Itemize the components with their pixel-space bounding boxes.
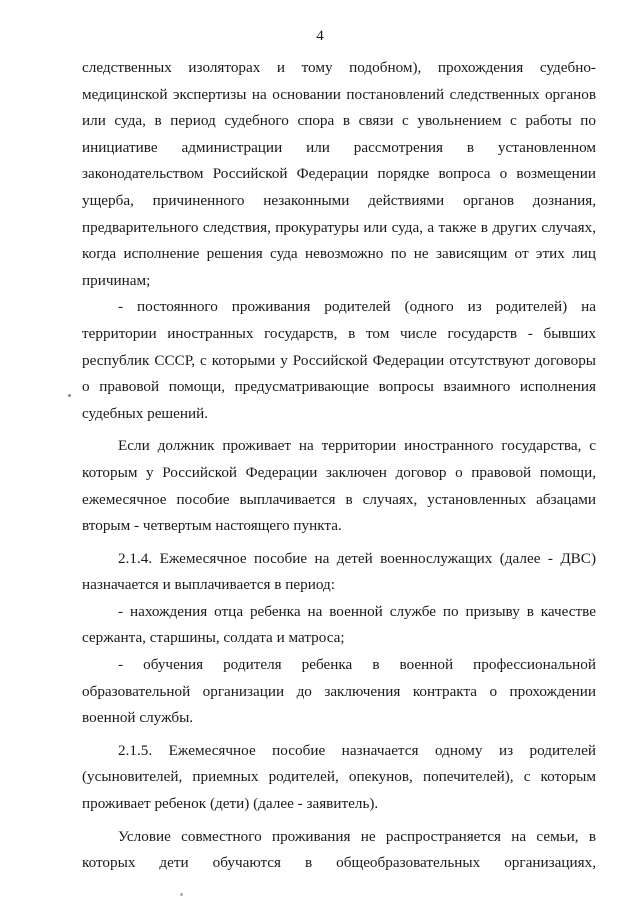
paragraph-2-1-5: 2.1.5. Ежемесячное пособие назначается одному из родителей (усыновителей, приемных родителей, опекунов, попечителей), с которым проживает ребенок (дети) (далее - заявитель).	[82, 741, 596, 813]
scan-dot-mark	[180, 893, 183, 896]
document-body	[82, 55, 596, 877]
paragraph-debtor-abroad: Если должник проживает на территории иностранного государства, с которым у Российской Федерации заключен договор о правовой помощи, ежемесячное пособие выплачивается в случаях, установленных абзацами вторым - четвертым настоящего пункта.	[82, 437, 596, 535]
page-number: 4	[316, 28, 324, 44]
paragraph-2-1-4: 2.1.4. Ежемесячное пособие на детей военнослужащих (далее - ДВС) назначается и выплачивается в период:	[82, 549, 596, 594]
paragraph-cohabitation: Условие совместного проживания не распространяется на семьи, в которых дети обучаются в общеобразовательных организациях,	[82, 827, 596, 872]
paragraph-continuation: следственных изоляторах и тому подобном), прохождения судебно-медицинской экспертизы на основании постановлений следственных органов или суда, в период судебного спора в связи с увольнением с работы по инициативе администрации или рассмотрения в установленном законодательством Российской Федерации порядке вопроса о возмещении ущерба, причиненного незаконными действиями органов дознания, предварительного следствия, прокуратуры или суда, а также в других случаях, когда исполнение решения суда невозможно по не зависящим от этих лиц причинам;	[82, 59, 596, 289]
paragraph-conscription: - нахождения отца ребенка на военной службе по призыву в качестве сержанта, старшины, солдата и матроса;	[82, 602, 596, 647]
paragraph-foreign-residence: - постоянного проживания родителей (одного из родителей) на территории иностранных государств, в том числе государств - бывших республик СССР, с которыми у Российской Федерации отсутствуют договоры о правовой помощи, предусматривающие вопросы взаимного исполнения судебных решений.	[82, 298, 596, 422]
scan-dot-mark	[68, 394, 71, 397]
paragraph-military-training: - обучения родителя ребенка в военной профессиональной образовательной организации до заключения контракта о прохождении военной службы.	[82, 656, 596, 727]
